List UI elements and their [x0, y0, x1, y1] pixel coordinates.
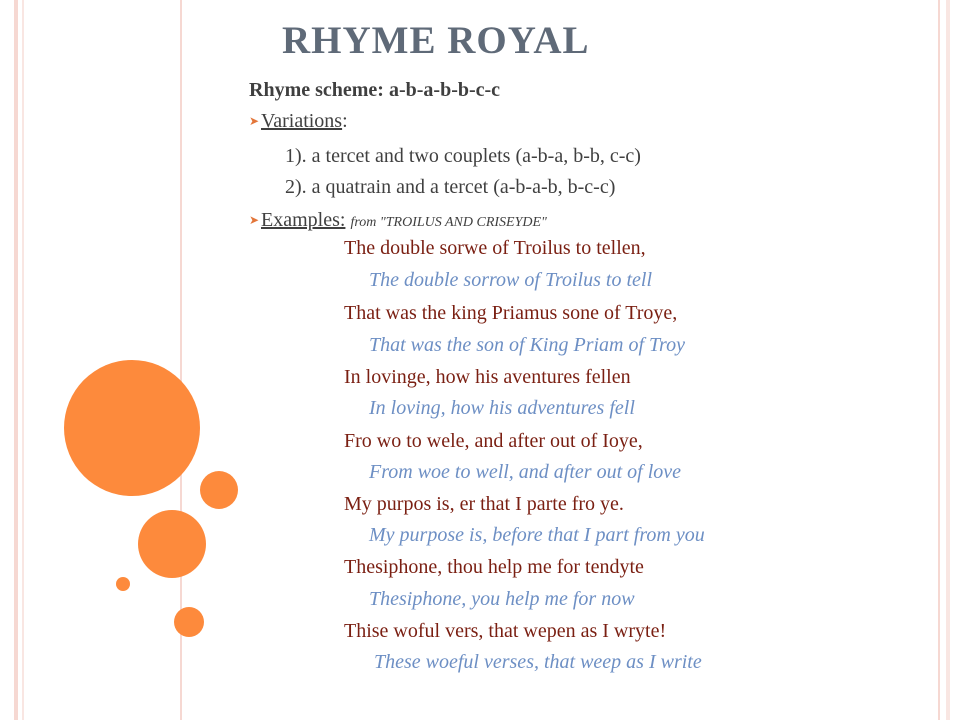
variations-colon: :	[342, 110, 348, 132]
stanza-line-original: Thesiphone, thou help me for tendyte	[344, 556, 644, 578]
decor-line	[938, 0, 940, 720]
stanza-line-translation: The double sorrow of Troilus to tell	[369, 269, 652, 291]
decor-circle-large	[64, 360, 200, 496]
stanza-line-original: Fro wo to wele, and after out of Ioye,	[344, 430, 643, 452]
arrow-bullet-icon: ➤	[249, 114, 260, 128]
examples-heading	[249, 209, 547, 232]
stanza-line-translation: In loving, how his adventures fell	[369, 397, 635, 419]
decor-circle-small	[174, 607, 204, 637]
stanza-line-translation: That was the son of King Priam of Troy	[369, 334, 685, 356]
decor-line	[22, 0, 24, 720]
variation-item: 1). a tercet and two couplets (a-b-a, b-b, c-c)	[285, 145, 641, 167]
stanza-line-original: That was the king Priamus sone of Troye,	[344, 302, 678, 324]
decor-circle-medium	[138, 510, 206, 578]
variations-heading	[249, 110, 348, 133]
stanza-line-translation: Thesiphone, you help me for now	[369, 588, 635, 610]
stanza-line-translation: These woeful verses, that weep as I write	[374, 651, 702, 673]
decor-line	[14, 0, 18, 720]
stanza-line-original: Thise woful vers, that wepen as I wryte!	[344, 620, 667, 642]
decor-line	[946, 0, 950, 720]
stanza-line-original: In lovinge, how his aventures fellen	[344, 366, 631, 388]
page-title: RHYME ROYAL	[282, 19, 590, 62]
rhyme-scheme: Rhyme scheme: a-b-a-b-b-c-c	[249, 79, 501, 101]
decor-circle-small	[200, 471, 238, 509]
decor-circle-dot	[116, 577, 130, 591]
stanza-line-translation: From woe to well, and after out of love	[369, 461, 682, 483]
examples-source: from "TROILUS AND CRISEYDE"	[350, 215, 547, 230]
variation-item: 2). a quatrain and a tercet (a-b-a-b, b-c-c)	[285, 176, 616, 198]
arrow-bullet-icon: ➤	[249, 213, 260, 227]
variations-label: Variations	[261, 110, 343, 132]
examples-label: Examples:	[261, 209, 346, 231]
stanza-line-translation: My purpose is, before that I part from you	[369, 524, 705, 546]
stanza-line-original: My purpos is, er that I parte fro ye.	[344, 493, 624, 515]
stanza-line-original: The double sorwe of Troilus to tellen,	[344, 237, 646, 259]
